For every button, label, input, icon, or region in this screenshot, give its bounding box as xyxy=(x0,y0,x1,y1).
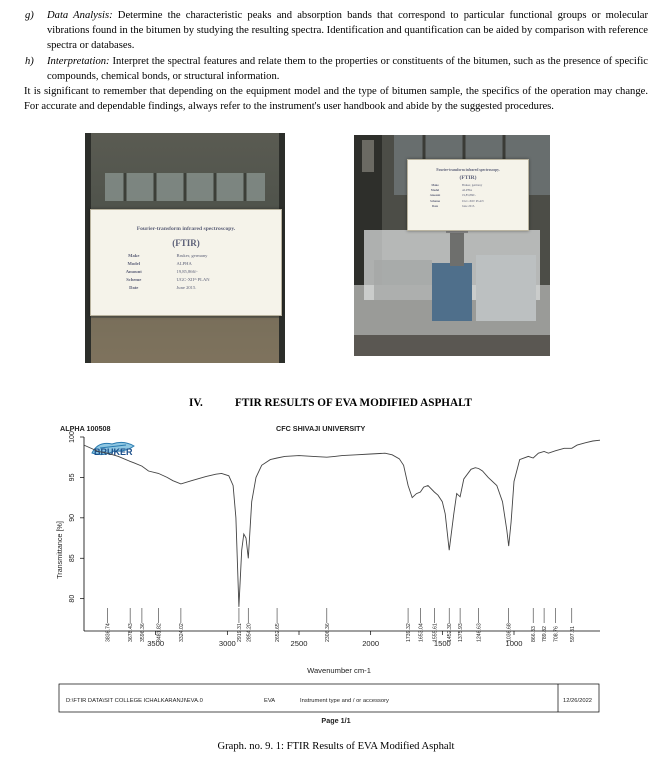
peak-label: 708.76 xyxy=(553,626,560,642)
file-path: D:\FTIR DATA\SIT COLLEGE ICHALKARANJI\EVA.0 xyxy=(66,698,203,704)
label-row xyxy=(91,276,281,284)
figure-caption: Graph. no. 9. 1: FTIR Results of EVA Modified Asphalt xyxy=(217,741,455,752)
peak-label: 2919.31 xyxy=(236,623,243,642)
peak-label: 2652.65 xyxy=(275,623,282,642)
y-tick-label: 95 xyxy=(69,473,76,482)
label-row xyxy=(91,284,281,292)
label-key: Model xyxy=(430,188,440,193)
section-number: IV. xyxy=(189,397,203,409)
peak-label: 3836.74 xyxy=(105,623,112,642)
instrument-type: Instrument type and / or accessory xyxy=(300,698,389,704)
ftir-spectrum-chart xyxy=(0,420,672,760)
peak-label: 3324.02 xyxy=(178,623,185,642)
photo-ftir-instrument-right xyxy=(354,135,550,356)
label-key: Scheme xyxy=(126,277,142,282)
y-tick-label: 100 xyxy=(69,431,76,443)
label-row xyxy=(91,268,281,276)
y-tick-label: 80 xyxy=(69,594,76,603)
spectrum-line xyxy=(84,440,600,607)
x-tick-label: 1500 xyxy=(433,639,451,648)
label-row xyxy=(91,260,281,268)
instrument-id: ALPHA 100508 xyxy=(60,424,111,433)
x-tick-label: 1000 xyxy=(505,639,523,648)
photo-ftir-label-left xyxy=(85,133,285,363)
paragraph-g-text: Determine the characteristic peaks and absorption bands that correspond to particular functional groups or molecular vibrations found in the bitumen by studying the resulting spectra. Identification and quantification can be aided by comparison with reference spectra or databases. xyxy=(47,10,648,52)
label-value: 19,85,866/- xyxy=(176,269,198,274)
peak-label: 1653.04 xyxy=(418,623,425,642)
peak-label: 3596.36 xyxy=(139,623,146,642)
label-card-subtitle: (FTIR) xyxy=(172,238,200,248)
list-marker-h: h) xyxy=(25,56,34,67)
peak-label: 1452.30 xyxy=(447,623,454,642)
report-date: 12/26/2022 xyxy=(563,698,593,704)
label-card-subtitle: (FTIR) xyxy=(459,175,477,181)
label-card-title: Fourier-transform infrared spectroscopy. xyxy=(436,168,500,172)
lab-name: CFC SHIVAJI UNIVERSITY xyxy=(276,424,366,433)
label-key: Amount xyxy=(429,193,441,198)
paragraph-data-analysis xyxy=(25,8,648,54)
term-data-analysis: Data Analysis: xyxy=(47,10,113,21)
peak-label: 1555.61 xyxy=(432,623,439,642)
x-axis-title: Wavenumber cm-1 xyxy=(307,666,371,675)
peak-label: 1375.93 xyxy=(458,623,465,642)
bruker-logo-text: BRUKER xyxy=(94,447,133,457)
paragraph-h-text: Interpret the spectral features and relate them to the properties or constituents of the bitumen, such as the presence of specific compounds, chemical bonds, or structural information. xyxy=(47,56,648,83)
label-value: UGC-XIIᵗʰ PLAN xyxy=(462,198,484,203)
peak-label: 1739.32 xyxy=(406,623,413,642)
peak-label: 2854.20 xyxy=(246,623,253,642)
paragraph-note: It is significant to remember that depending on the equipment model and the type of bitumen sample, the specifics of the operation may change. For accurate and dependable findings, always refer to the instrument's user handbook and abide by the suggested procedures. xyxy=(24,86,648,113)
peak-label: 3678.43 xyxy=(128,623,135,642)
label-value: ALPHA xyxy=(462,188,473,193)
label-value: Bruker, germany xyxy=(462,183,483,187)
x-tick-label: 3500 xyxy=(147,639,165,648)
label-key: Amount xyxy=(125,269,142,274)
y-tick-label: 85 xyxy=(69,554,76,563)
label-card-title: Fourier-transform infrared spectroscopy. xyxy=(136,226,236,232)
sample-name: EVA xyxy=(264,698,276,704)
label-key: Make xyxy=(128,253,140,258)
label-key: Model xyxy=(127,261,140,266)
peak-label: 597.31 xyxy=(569,626,576,642)
term-interpretation: Interpretation: xyxy=(47,56,110,67)
y-axis-title: Transmittance [%] xyxy=(55,521,64,579)
label-value: UGC-XIIᵗʰ PLAN xyxy=(176,277,210,282)
label-value: 19,85,866/- xyxy=(462,193,476,198)
peak-label: 1036.68 xyxy=(506,623,513,642)
peak-label: 866.33 xyxy=(531,626,538,642)
x-tick-label: 2500 xyxy=(290,639,308,648)
peak-label: 789.82 xyxy=(542,626,549,642)
label-value: ALPHA xyxy=(176,261,192,266)
equipment-label-card-left xyxy=(90,209,282,316)
peak-label: 1246.63 xyxy=(476,623,483,642)
x-tick-label: 2000 xyxy=(362,639,380,648)
label-value: June 2015. xyxy=(176,285,197,290)
label-key: Date xyxy=(129,285,139,290)
peak-label: 3481.82 xyxy=(156,623,163,642)
list-marker-g: g) xyxy=(25,10,34,21)
peak-label: 2306.36 xyxy=(324,623,331,642)
page-number: Page 1/1 xyxy=(321,716,351,725)
equipment-label-card-right xyxy=(407,159,529,231)
label-key: Date xyxy=(432,203,438,208)
label-row xyxy=(408,204,528,209)
paragraph-interpretation xyxy=(25,54,648,84)
section-title: FTIR RESULTS OF EVA MODIFIED ASPHALT xyxy=(235,397,472,409)
label-row xyxy=(91,252,281,260)
x-tick-label: 3000 xyxy=(218,639,236,648)
label-key: Scheme xyxy=(430,198,440,203)
label-value: June 2015. xyxy=(462,203,475,208)
y-tick-label: 90 xyxy=(69,513,76,522)
label-key: Make xyxy=(431,183,439,187)
label-value: Bruker, germany xyxy=(176,253,208,258)
